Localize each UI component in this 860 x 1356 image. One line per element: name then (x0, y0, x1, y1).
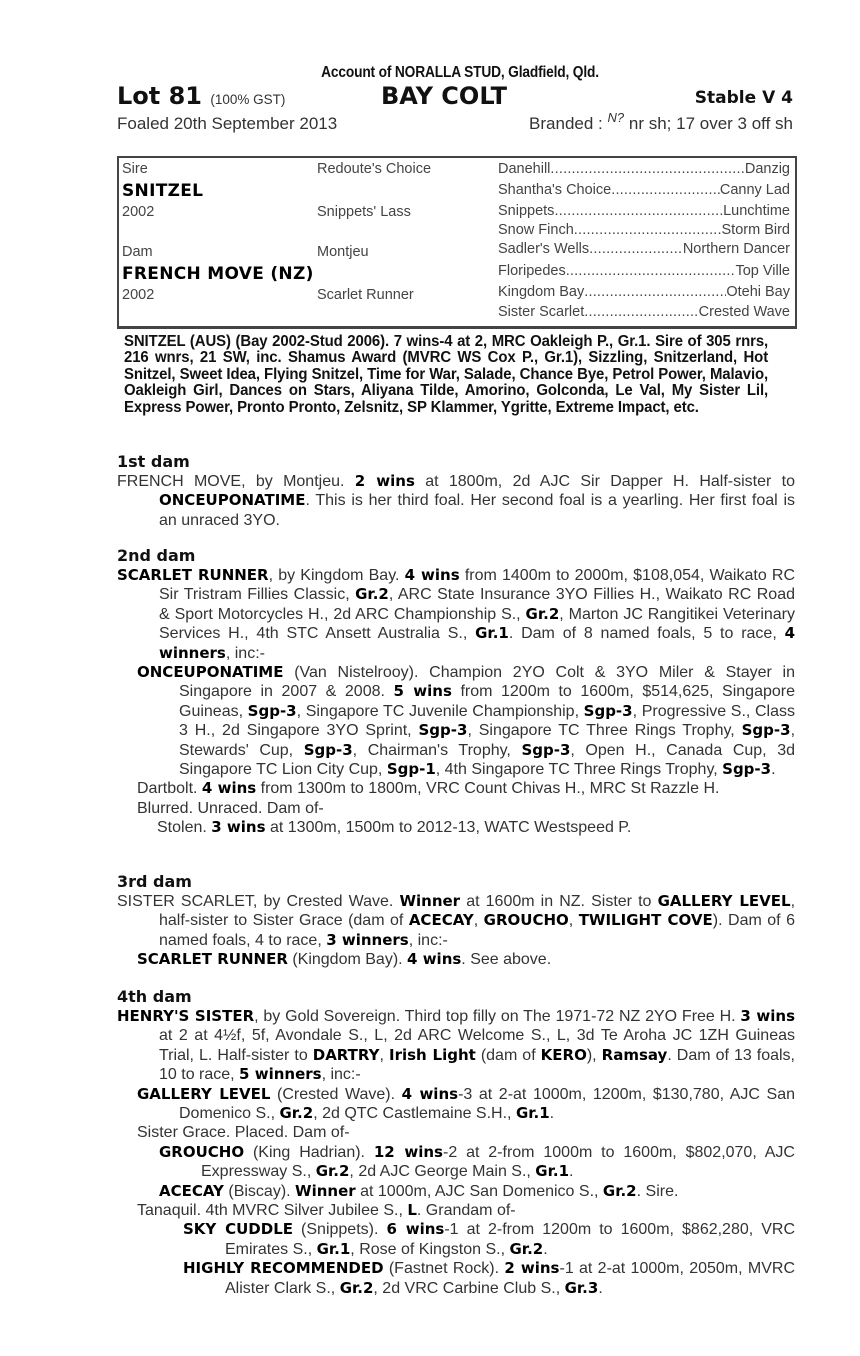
entry-text: , 2d AJC George Main S., (349, 1163, 536, 1181)
entry-text: , inc:- (225, 644, 265, 662)
bold-highlight: KERO (540, 1045, 587, 1064)
pedigree-entry (117, 818, 795, 837)
gp-sire: Top Ville (735, 263, 790, 279)
dot-leader (554, 203, 723, 219)
entry-text: , inc:- (321, 1066, 361, 1084)
gp-name: Sadler's Wells (498, 241, 590, 257)
entry-text: (Fastnet Rock). (383, 1260, 505, 1278)
bold-highlight: Sgp-3 (583, 701, 633, 720)
entry-text: at 1600m in NZ. Sister to (460, 893, 658, 910)
pedigree-box (117, 156, 797, 329)
lot-row (117, 84, 797, 112)
sire-name: SNITZEL (122, 181, 204, 201)
entry-text: Dartbolt. (137, 780, 202, 798)
gp-name: Snippets (498, 203, 555, 219)
dam-section-4 (117, 987, 795, 1298)
entry-text: (Biscay). (223, 1182, 296, 1200)
entry-text: , 2d QTC Castlemaine S.H., (313, 1105, 516, 1123)
entry-text: . (569, 1163, 574, 1181)
gp-sire: Lunchtime (723, 203, 790, 219)
entry-text: , Chairman's Trophy, (352, 741, 522, 759)
sire-label: Sire (122, 161, 148, 177)
entry-text: , Rose of Kingston S., (350, 1240, 510, 1258)
pedigree-entry (117, 1182, 795, 1201)
bold-highlight: 3 winners (326, 930, 409, 949)
bold-highlight: Sgp-3 (521, 740, 571, 759)
pedigree-entry (117, 1143, 795, 1182)
bold-highlight: 3 wins (211, 818, 266, 837)
dot-leader (550, 161, 744, 177)
pedigree-entry (117, 892, 795, 950)
entry-text: Tanaquil. 4th MVRC Silver Jubilee S., (137, 1202, 408, 1220)
pedigree-entry (117, 472, 795, 530)
entry-text: . (543, 1240, 548, 1258)
bold-highlight: 2 wins (354, 472, 415, 490)
bold-highlight: ACECAY (159, 1181, 224, 1200)
bold-highlight: Sgp-3 (418, 721, 468, 740)
gp-name: Floripedes (498, 263, 566, 279)
entry-text: , Marton JC Rangitikei Veterinary Services H., 4th STC Ansett Australia S., (159, 605, 796, 643)
sire-summary: SNITZEL (AUS) (Bay 2002-Stud 2006). 7 wins-4 at 2, MRC Oakleigh P., Gr.1. Sire of 305 rnrs, 216 wnrs, 21 SW, inc. Shamus Award (MVRC WS Cox P., Gr.1), Sizzling, Snitzerland, Hot Snitzel, Sweet Idea, Flying Snitzel, Time for War, Salade, Chance Bye, Petrol Power, Malavio, Oakleigh Girl, Dances on Stars, Aliyana Tilde, Amorino, Golconda, Le Val, My Sister Lil, Express Power, Pronto Pronto, Zelsnitz, SP Klammer, Ygritte, Extreme Impact, etc. (124, 333, 769, 416)
grandparent-row (498, 263, 790, 279)
bold-highlight: Sgp-3 (722, 760, 772, 779)
entry-text: . (549, 1105, 555, 1123)
bold-highlight: 4 wins (201, 779, 257, 798)
pedigree-entry (117, 1123, 795, 1142)
bold-highlight: 4 winners (159, 624, 796, 662)
pedigree-entry (117, 1007, 795, 1085)
dot-leader (589, 241, 683, 257)
entry-text: , Singapore TC Three Rings Trophy, (467, 722, 742, 740)
gp-sire: Storm Bird (721, 222, 790, 238)
dot-leader (574, 222, 722, 238)
entry-text: at 1300m, 1500m to 2012-13, WATC Westspeed P. (265, 819, 632, 837)
entry-text: (Kingdom Bay). (287, 951, 408, 969)
brand-text: nr sh; 17 over 3 off sh (628, 114, 793, 133)
entry-text: Blurred. Unraced. Dam of- (137, 799, 324, 817)
pedigree-entry (117, 799, 795, 818)
bold-highlight: 6 wins (386, 1220, 445, 1239)
grandparent-row (498, 161, 790, 177)
bold-highlight: Irish Light (388, 1045, 476, 1064)
entry-text: , (473, 912, 484, 930)
entry-text: -1 at 2-from 1200m to 1600m, $862,280, VRC Emirates S., (225, 1221, 796, 1258)
bold-highlight: Gr.1 (475, 624, 509, 643)
bold-highlight: Sgp-3 (303, 740, 353, 759)
lot-number (117, 82, 285, 110)
bold-highlight: Sgp-3 (741, 721, 791, 740)
bold-highlight: ACECAY (408, 911, 474, 930)
bold-highlight: 4 wins (407, 950, 462, 969)
dot-leader (611, 182, 720, 198)
dot-leader (566, 263, 736, 279)
grandparent-row (498, 241, 790, 257)
gp-sire: Northern Dancer (682, 241, 790, 257)
entry-text: -3 at 2-at 1000m, 1200m, $130,780, AJC San Domenico S., (179, 1085, 796, 1123)
bold-highlight: Gr.2 (315, 1162, 350, 1181)
entry-text: (King Hadrian). (244, 1143, 374, 1161)
bold-highlight: 5 wins (393, 682, 452, 701)
gp-name: Snow Finch (498, 222, 574, 238)
dot-leader (584, 284, 726, 300)
bold-highlight: ONCEUPONATIME (159, 491, 306, 510)
entry-text: from 1300m to 1800m, VRC Count Chivas H., MRC St Razzle H. (256, 780, 720, 798)
pedigree-entry (117, 1220, 795, 1259)
bold-highlight: HENRY'S SISTER (117, 1007, 255, 1025)
entry-text: -1 at 2-at 1000m, 2050m, MVRC Alister Clark S., (225, 1260, 795, 1297)
entry-text: , by Kingdom Bay. (268, 567, 405, 584)
entry-text: , (568, 912, 579, 930)
dot-leader (584, 304, 698, 320)
lot-label: Lot 81 (117, 82, 203, 110)
entry-text: . Dam of 8 named foals, 5 to race, (508, 625, 785, 643)
bold-highlight: Winner (399, 892, 461, 910)
pedigree-entry (117, 1259, 795, 1298)
entry-text: , by Gold Sovereign. Third top filly on The 1971-72 NZ 2YO Free H. (254, 1008, 741, 1025)
dam-label: Dam (122, 244, 153, 260)
pedigree-entry (117, 1201, 795, 1220)
dam-section-2 (117, 546, 795, 838)
bold-highlight: DARTRY (312, 1045, 380, 1064)
entry-text: from 1200m to 1600m, $514,625, Singapore Guineas, (179, 683, 795, 720)
bold-highlight: GROUCHO (483, 911, 569, 930)
entry-text: , Stewards' Cup, (179, 722, 796, 759)
entry-text: (dam of (475, 1046, 541, 1064)
entry-text: -2 at 2-from 1000m to 1600m, $802,070, AJC Expressway S., (201, 1143, 795, 1181)
gp-name: Danehill (498, 161, 551, 177)
bold-highlight: SCARLET RUNNER (137, 950, 288, 969)
bold-highlight: Gr.1 (535, 1162, 570, 1181)
entry-text: . This is her third foal. Her second foal is a yearling. Her first foal is an unraced 3YO. (159, 492, 795, 529)
bold-highlight: Gr.2 (355, 585, 389, 604)
bold-highlight: Gr.3 (564, 1278, 599, 1297)
grandparent-row (498, 203, 790, 219)
entry-text: ). Dam of 6 named foals, 4 to race, (159, 912, 795, 949)
vendor-account: Account of NORALLA STUD, Gladfield, Qld. (321, 64, 599, 81)
entry-text: , half-sister to Sister Grace (dam of (159, 893, 796, 930)
entry-text: . Sire. (636, 1182, 679, 1200)
bold-highlight: Gr.1 (316, 1239, 351, 1258)
sire-dam: Snippets' Lass (317, 204, 411, 220)
entry-text: , 4th Singapore TC Three Rings Trophy, (435, 761, 723, 779)
dam-section-3 (117, 872, 795, 970)
entry-text: , Progressive S., Class 3 H., 2d Singapore 3YO Sprint, (179, 702, 795, 740)
entry-text: , Singapore TC Juvenile Championship, (296, 702, 584, 720)
entry-text: . Dam of 13 foals, 10 to race, (159, 1046, 796, 1084)
pedigree-entry (117, 779, 795, 798)
gp-name: Kingdom Bay (498, 284, 585, 300)
dam-heading: 2nd dam (117, 546, 196, 565)
bold-highlight: Gr.2 (339, 1278, 374, 1297)
entry-text: . (771, 761, 776, 779)
bold-highlight: Gr.2 (509, 1239, 544, 1258)
entry-text: at 1800m, 2d AJC Sir Dapper H. Half-sister to (414, 473, 795, 490)
bold-highlight: 3 wins (740, 1007, 796, 1025)
pedigree-entry (117, 566, 795, 663)
dam-heading: 3rd dam (117, 872, 192, 891)
entry-text: ), (586, 1046, 602, 1064)
gp-sire: Canny Lad (719, 182, 790, 198)
pedigree-entry (117, 950, 795, 969)
stable-location: Stable V 4 (694, 88, 793, 108)
bold-highlight: GALLERY LEVEL (137, 1084, 271, 1103)
gp-sire: Crested Wave (698, 304, 790, 320)
sire-year: 2002 (122, 204, 155, 220)
gst-note: (100% GST) (210, 92, 286, 107)
entry-text: , Open H., Canada Cup, 3d Singapore TC Lion City Cup, (179, 741, 795, 779)
entry-text: . (598, 1279, 603, 1297)
grandparent-row (498, 222, 790, 238)
entry-text: (Snippets). (293, 1221, 387, 1239)
bold-highlight: 4 wins (401, 1084, 459, 1103)
foaled-date: Foaled 20th September 2013 (117, 114, 338, 133)
gp-sire: Otehi Bay (726, 284, 790, 300)
dam-sire: Montjeu (317, 244, 369, 260)
dam-section-1 (117, 452, 795, 530)
bold-highlight: Ramsay (601, 1045, 668, 1064)
bold-highlight: 2 wins (504, 1259, 560, 1278)
gp-name: Shantha's Choice (498, 182, 612, 198)
pedigree-entry (117, 663, 795, 779)
entry-text: at 1000m, AJC San Domenico S., (355, 1182, 603, 1200)
brand-info (529, 110, 793, 134)
dam-name: FRENCH MOVE (NZ) (122, 264, 314, 284)
grandparent-row (498, 284, 790, 300)
bold-highlight: Gr.2 (602, 1181, 637, 1200)
entry-text: , 2d VRC Carbine Club S., (373, 1279, 565, 1297)
dam-heading: 1st dam (117, 452, 190, 471)
grandparent-row (498, 182, 790, 198)
bold-highlight: HIGHLY RECOMMENDED (183, 1259, 384, 1278)
gp-name: Sister Scarlet (498, 304, 585, 320)
dam-dam: Scarlet Runner (317, 287, 414, 303)
sire-sire: Redoute's Choice (317, 161, 432, 177)
entry-text: Sister Grace. Placed. Dam of- (137, 1124, 350, 1142)
branded-label: Branded : (529, 114, 603, 133)
bold-highlight: Sgp-1 (386, 760, 436, 779)
bold-highlight: Gr.2 (525, 604, 560, 623)
bold-highlight: Sgp-3 (247, 701, 297, 720)
entry-text: . Grandam of- (416, 1202, 516, 1220)
dam-heading: 4th dam (117, 987, 192, 1006)
bold-highlight: 4 wins (404, 566, 460, 584)
brand-mark-icon: N? (607, 110, 625, 125)
entry-text: at 2 at 4½f, 5f, Avondale S., L, 2d ARC Welcome S., L, 3d Te Aroha JC 1ZH Guineas Trial, L. Half-sister to (159, 1027, 795, 1064)
dam-year: 2002 (122, 287, 155, 303)
entry-text: Stolen. (157, 819, 212, 837)
sex-colour: BAY COLT (381, 82, 508, 110)
bold-highlight: L (407, 1201, 417, 1220)
entry-text: SISTER SCARLET, by Crested Wave. (117, 893, 400, 910)
entry-text: . See above. (461, 951, 552, 969)
entry-text: (Van Nistelrooy). Champion 2YO Colt & 3YO Miler & Stayer in Singapore in 2007 & 2008. (179, 664, 795, 701)
bold-highlight: SKY CUDDLE (183, 1220, 294, 1239)
entry-text: , ARC State Insurance 3YO Fillies H., Waikato RC Road & Sport Motorcycles H., 2d ARC Championship S., (159, 586, 795, 623)
bold-highlight: TWILIGHT COVE (578, 911, 713, 930)
foal-row (117, 112, 797, 140)
bold-highlight: ONCEUPONATIME (137, 663, 284, 682)
entry-text: FRENCH MOVE, by Montjeu. (117, 473, 355, 490)
entry-text: , inc:- (408, 931, 448, 949)
entry-text: (Crested Wave). (270, 1085, 402, 1103)
bold-highlight: 12 wins (373, 1142, 443, 1161)
pedigree-entry (117, 1085, 795, 1124)
grandparent-row (498, 304, 790, 320)
bold-highlight: GALLERY LEVEL (657, 892, 791, 910)
gp-sire: Danzig (744, 161, 790, 177)
bold-highlight: SCARLET RUNNER (117, 566, 269, 584)
bold-highlight: 5 winners (239, 1065, 322, 1084)
bold-highlight: Gr.2 (279, 1104, 314, 1123)
bold-highlight: Gr.1 (515, 1104, 550, 1123)
bold-highlight: Winner (295, 1181, 356, 1200)
catalogue-page (117, 62, 797, 1297)
entry-text: from 1400m to 2000m, $108,054, Waikato RC Sir Tristram Fillies Classic, (159, 567, 795, 604)
entry-text: , (379, 1046, 389, 1064)
bold-highlight: GROUCHO (159, 1142, 245, 1161)
